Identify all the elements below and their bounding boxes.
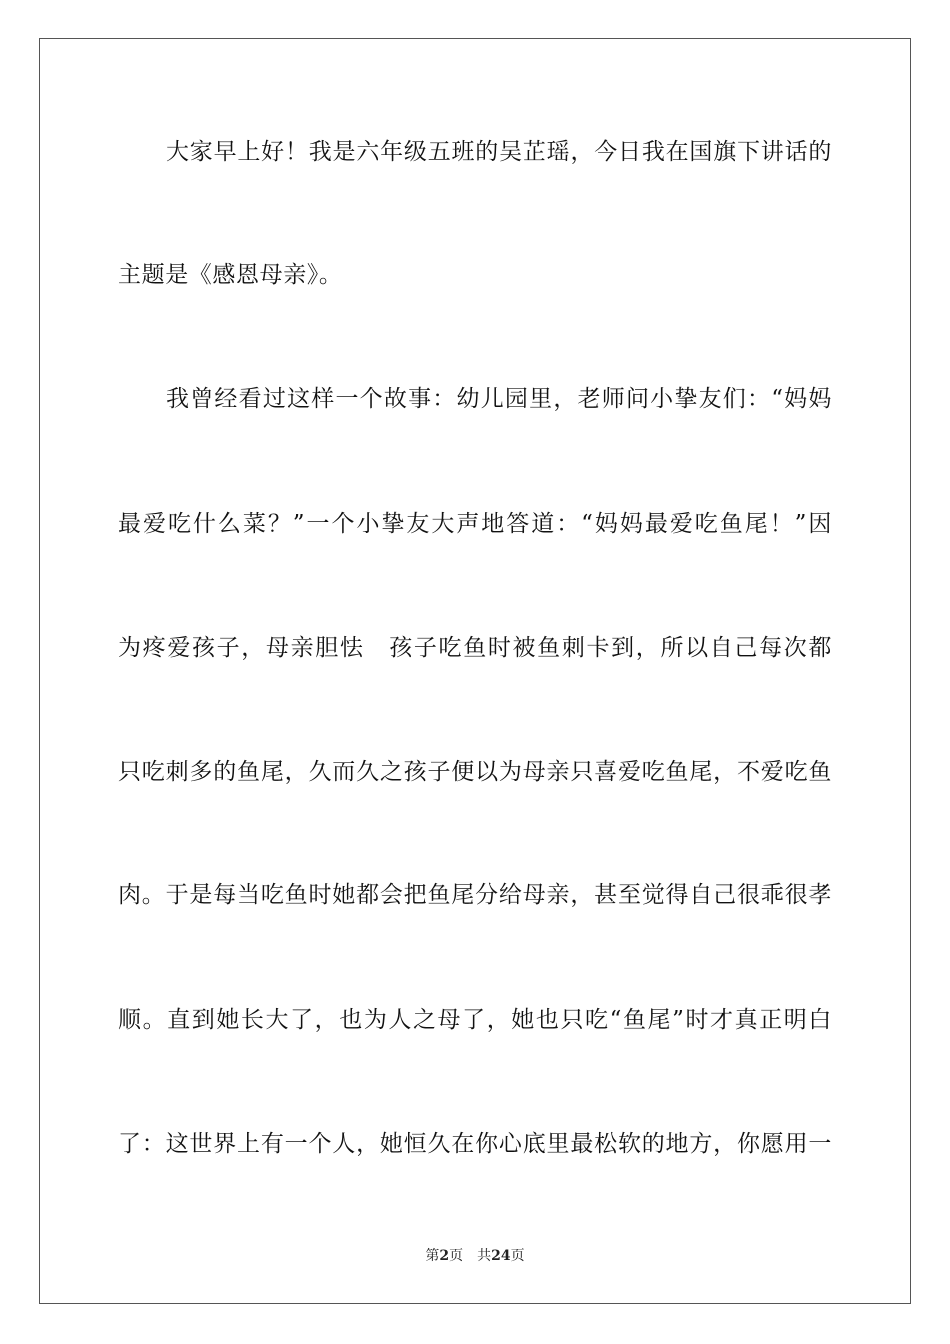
body-line-1: 大家早上好！我是六年级五班的吴芷瑶，今日我在国旗下讲话的 bbox=[166, 139, 832, 165]
body-line-7: 肉。于是每当吃鱼时她都会把鱼尾分给母亲，甚至觉得自己很乖很孝 bbox=[118, 882, 832, 908]
footer-total-prefix: 共 bbox=[477, 1248, 492, 1264]
body-line-2: 主题是《感恩母亲》。 bbox=[118, 262, 343, 288]
page-border bbox=[39, 38, 911, 1304]
body-line-9: 了：这世界上有一个人，她恒久在你心底里最松软的地方，你愿用一 bbox=[118, 1131, 832, 1157]
footer-total-suffix: 页 bbox=[510, 1248, 525, 1264]
body-line-3: 我曾经看过这样一个故事：幼儿园里，老师问小挚友们：“妈妈 bbox=[166, 386, 832, 412]
body-line-8: 顺。直到她长大了，也为人之母了，她也只吃“鱼尾”时才真正明白 bbox=[118, 1007, 832, 1033]
body-line-6: 只吃刺多的鱼尾，久而久之孩子便以为母亲只喜爱吃鱼尾，不爱吃鱼 bbox=[118, 759, 832, 785]
footer-total-pages: 24 bbox=[491, 1248, 511, 1264]
body-line-5: 为疼爱孩子，母亲胆怯 孩子吃鱼时被鱼刺卡到，所以自己每次都 bbox=[118, 635, 832, 661]
footer-page-prefix: 第 bbox=[425, 1248, 440, 1264]
footer-page-suffix: 页 bbox=[449, 1248, 464, 1264]
footer-page-number: 2 bbox=[439, 1248, 450, 1264]
page-footer bbox=[0, 1247, 950, 1265]
body-line-4: 最爱吃什么菜？”一个小挚友大声地答道：“妈妈最爱吃鱼尾！”因 bbox=[118, 511, 832, 537]
